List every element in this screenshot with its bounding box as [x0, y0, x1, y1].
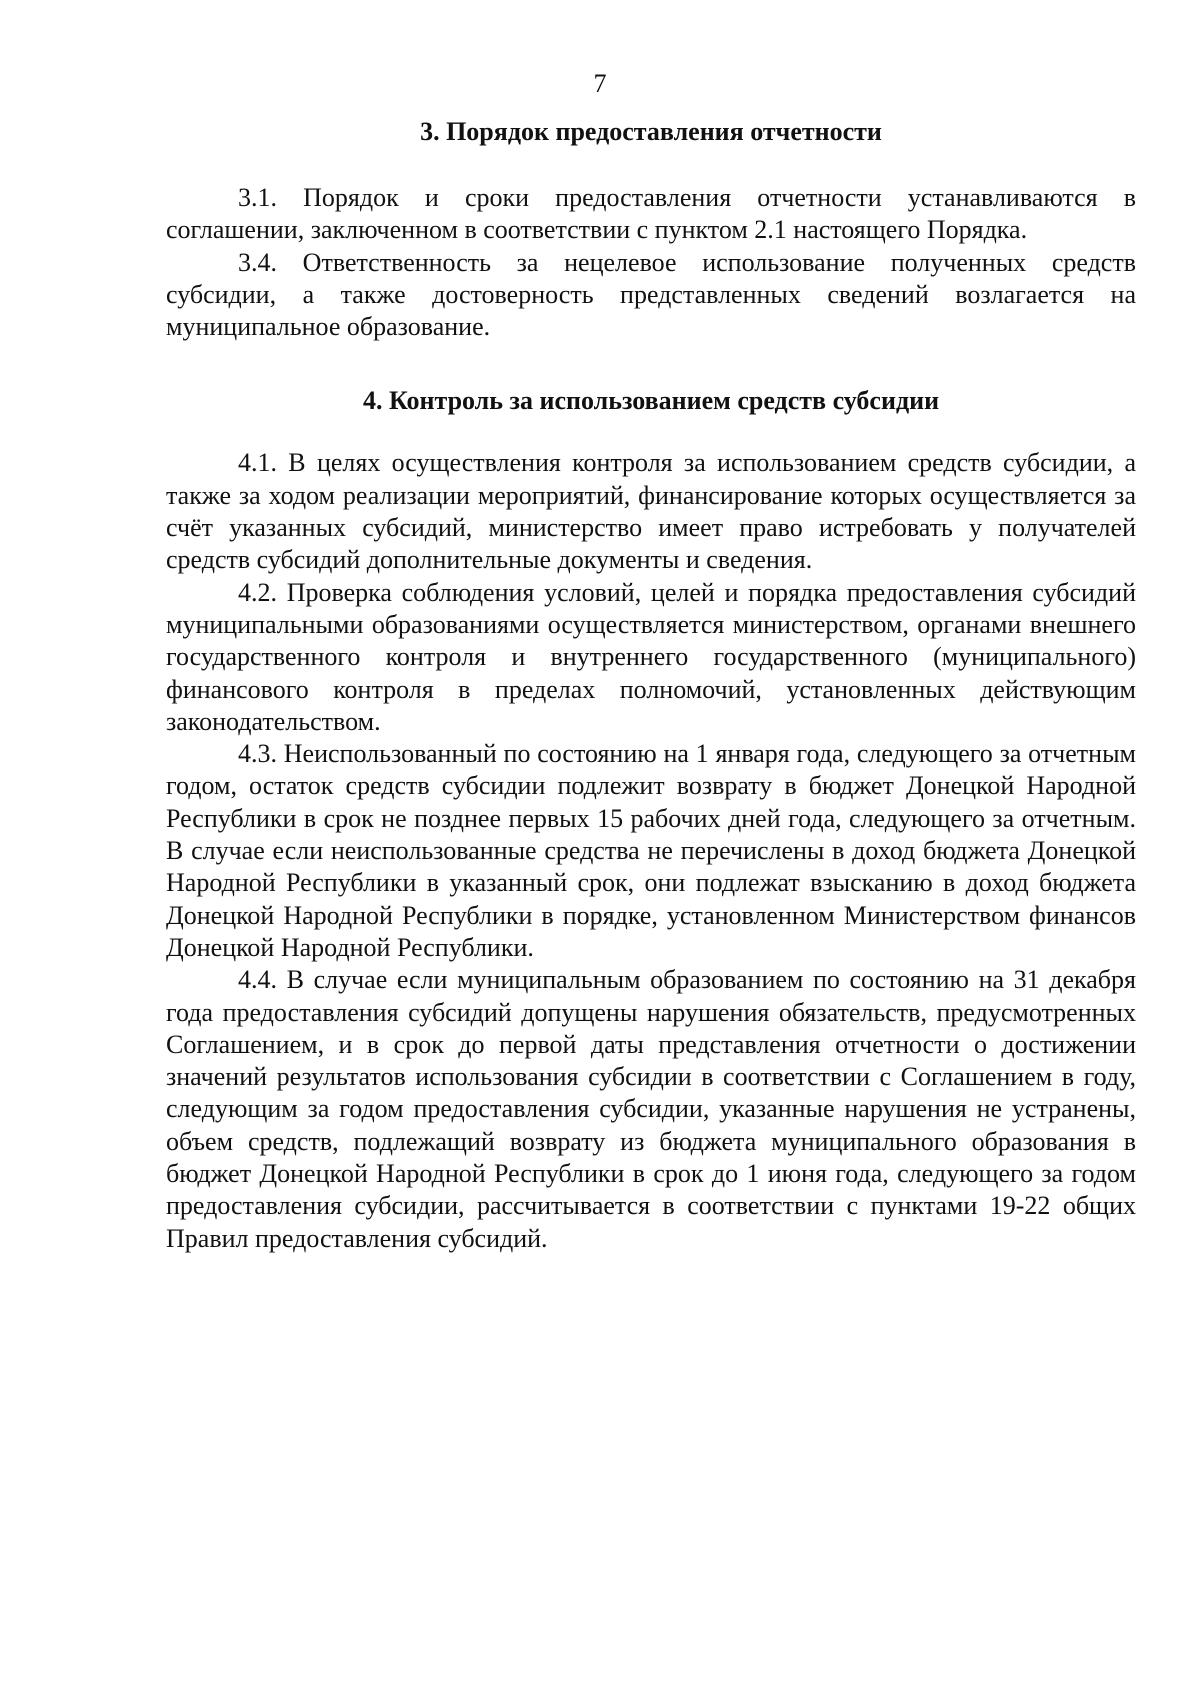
- section-3-title: 3. Порядок предоставления отчетности: [420, 117, 882, 146]
- page-number: 7: [593, 69, 607, 98]
- paragraph-4-1: 4.1. В целях осуществления контроля за использованием средств субсидии, а также за ходом реализации мероприятий, финансирование которых осуществляется за счёт указанных субсидий, министерство имеет право истребовать у получателей средств субсидий дополнительные документы и сведения.: [166, 448, 1136, 575]
- paragraph-3-1: 3.1. Порядок и сроки предоставления отчетности устанавливаются в соглашении, заключенном в соответствии с пунктом 2.1 настоящего Порядка.: [166, 183, 1136, 245]
- paragraph-4-2: 4.2. Проверка соблюдения условий, целей и порядка предоставления субсидий муниципальными образованиями осуществляется министерством, органами внешнего государственного контроля и внутреннего государственного (муниципального) финансового контроля в пределах полномочий, установленных действующим законодательством.: [166, 577, 1136, 736]
- document-body: [166, 112, 1136, 1255]
- paragraph-4-3: 4.3. Неиспользованный по состоянию на 1 января года, следующего за отчетным годом, остаток средств субсидии подлежит возврату в бюджет Донецкой Народной Республики в срок не позднее первых 15 рабочих дней года, следующего за отчетным. В случае если неиспользованные средства не перечислены в доход бюджета Донецкой Народной Республики в указанный срок, они подлежат взысканию в доход бюджета Донецкой Народной Республики в порядке, установленном Министерством финансов Донецкой Народной Республики.: [166, 739, 1136, 962]
- paragraph-3-4: 3.4. Ответственность за нецелевое использование полученных средств субсидии, а также достоверность представленных сведений возлагается на муниципальное образование.: [166, 247, 1136, 342]
- paragraph-4-4: 4.4. В случае если муниципальным образованием по состоянию на 31 декабря года предоставления субсидий допущены нарушения обязательств, предусмотренных Соглашением, и в срок до первой даты представления отчетности о достижении значений результатов использования субсидии в соответствии с Соглашением в году, следующим за годом предоставления субсидии, указанные нарушения не устранены, объем средств, подлежащий возврату из бюджета муниципального образования в бюджет Донецкой Народной Республики в срок до 1 июня года, следующего за годом предоставления субсидии, рассчитывается в соответствии с пунктами 19-22 общих Правил предоставления субсидий.: [166, 965, 1136, 1253]
- section-4-title: 4. Контроль за использованием средств субсидии: [362, 386, 940, 416]
